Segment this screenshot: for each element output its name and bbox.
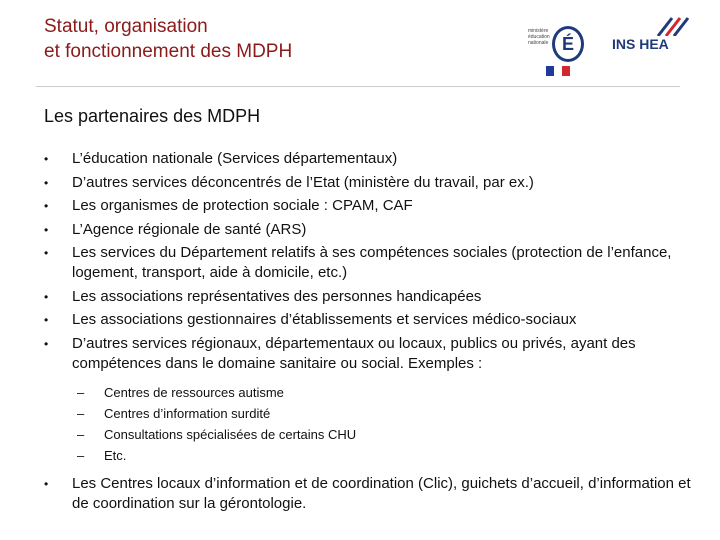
bullet-icon: • <box>44 152 49 166</box>
list-item: • Les Centres locaux d’information et de coordination (Clic), guichets d’accueil, d’information et de coordination sur la gérontologie. <box>44 474 691 512</box>
bullet-icon: • <box>44 313 49 327</box>
list-item: • Les associations gestionnaires d’établissements et services médico-sociaux <box>44 311 577 328</box>
sub-list-item: – Etc. <box>72 445 694 466</box>
ministry-logo <box>528 14 598 76</box>
bullet-icon: • <box>44 476 49 491</box>
ministry-logo-text: ministère éducation nationale <box>528 28 550 46</box>
dash-icon: – <box>77 447 85 463</box>
bullet-icon: • <box>44 246 49 260</box>
bullet-icon: • <box>44 175 49 190</box>
inshea-logo-text: INS HEA <box>612 36 669 52</box>
list-item: • D’autres services régionaux, départementaux ou locaux, publics ou privés, ayant des compétences dans le domaine sanitaire ou social. Exemples : – Centres de ressources autisme – Centres d’information surdité – Consultations spécialisées de certains CHU – Etc. <box>44 334 694 466</box>
bullet-icon: • <box>44 222 49 237</box>
sub-list-item: – Centres de ressources autisme <box>72 382 694 403</box>
sub-list-item: – Centres d’information surdité <box>72 403 694 424</box>
sub-list-item: – Consultations spécialisées de certains CHU <box>72 424 694 445</box>
bullet-icon: • <box>44 289 49 304</box>
inshea-stripes-icon <box>650 16 690 36</box>
section-title: Les partenaires des MDPH <box>44 106 261 126</box>
title-line-2: et fonctionnement des MDPH <box>44 41 293 62</box>
inshea-logo <box>612 26 692 66</box>
examples-sublist <box>72 382 694 466</box>
list-item: • D’autres services déconcentrés de l’Etat (ministère du travail, par ex.) <box>44 173 534 191</box>
partners-list <box>44 149 694 517</box>
title-line-1: Statut, organisation <box>44 16 208 37</box>
bullet-icon: • <box>44 336 49 351</box>
list-item: • L’Agence régionale de santé (ARS) <box>44 220 307 238</box>
page-title <box>44 14 292 64</box>
dash-icon: – <box>77 384 85 400</box>
list-item: • Les organismes de protection sociale : CPAM, CAF <box>44 197 413 214</box>
list-item: • L’éducation nationale (Services départementaux) <box>44 150 398 167</box>
french-flag-icon <box>546 66 570 76</box>
list-item: • Les associations représentatives des personnes handicapées <box>44 287 482 305</box>
header-divider <box>36 86 680 87</box>
dash-icon: – <box>77 426 85 442</box>
ministry-logo-emblem: É <box>552 26 584 62</box>
list-item: • Les services du Département relatifs à ses compétences sociales (protection de l’enfance, logement, transport, aide à domicile, etc.) <box>44 244 672 281</box>
bullet-icon: • <box>44 199 49 213</box>
dash-icon: – <box>77 405 85 421</box>
